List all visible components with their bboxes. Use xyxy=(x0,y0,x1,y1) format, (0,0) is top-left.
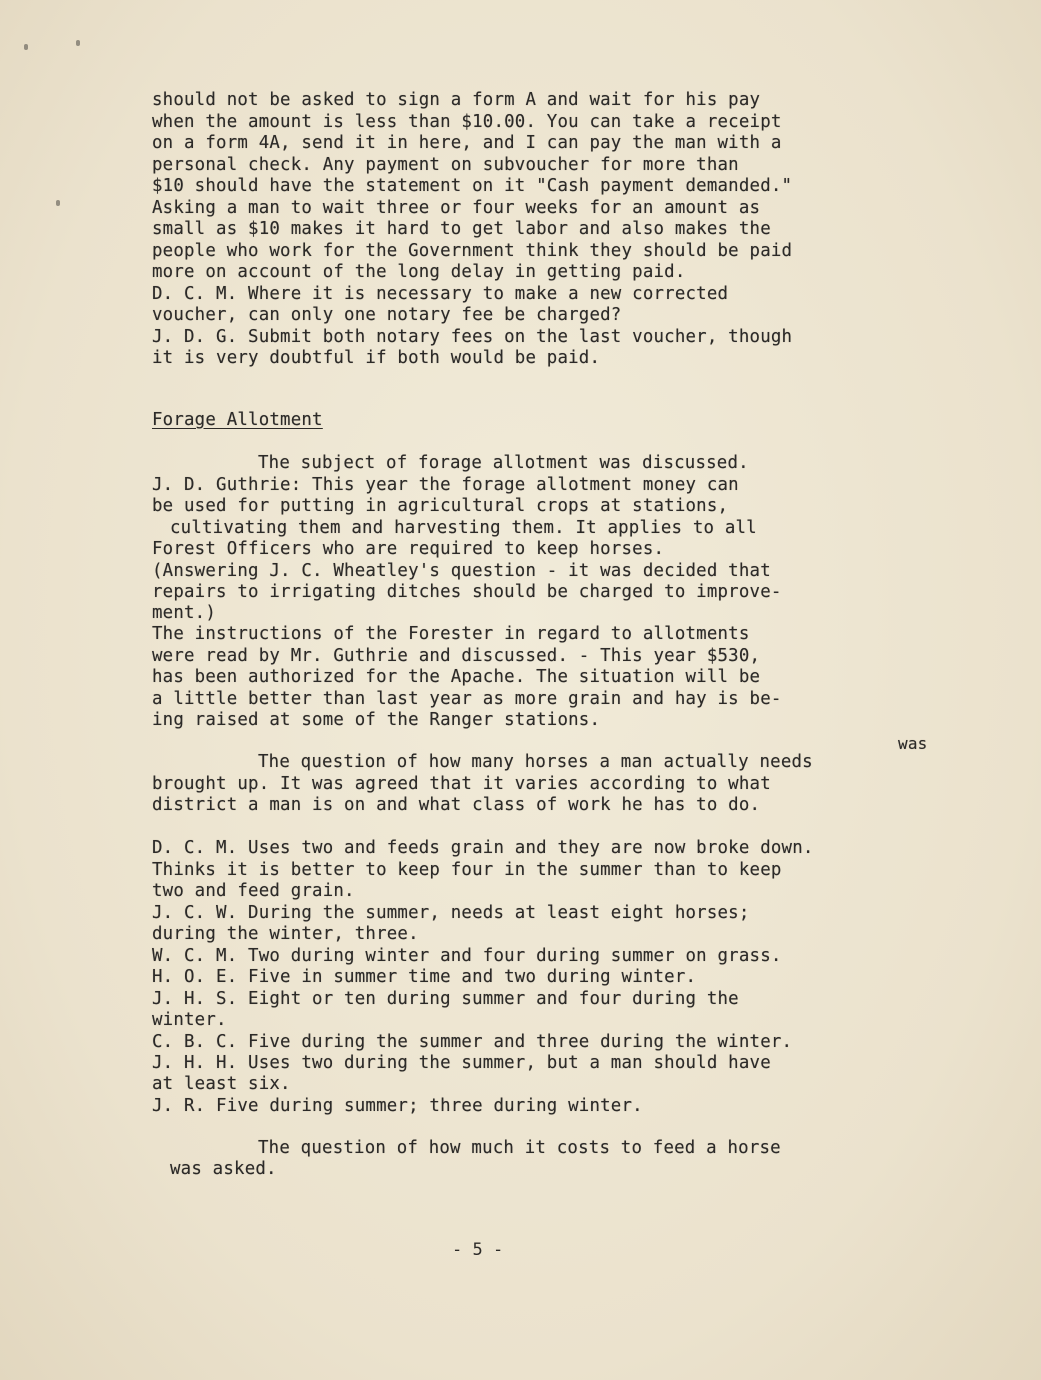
text-line: personal check. Any payment on subvoucher for more than xyxy=(152,155,739,175)
text-line: repairs to irrigating ditches should be charged to improve- xyxy=(152,582,782,602)
text-line: a little better than last year as more grain and hay is be- xyxy=(152,689,782,709)
text-line: Forest Officers who are required to keep horses. xyxy=(152,539,665,559)
text-line: D. C. M. Where it is necessary to make a new corrected xyxy=(152,284,729,304)
text-line: district a man is on and what class of work he has to do. xyxy=(152,795,761,815)
text-line: has been authorized for the Apache. The situation will be xyxy=(152,667,761,687)
text-line: winter. xyxy=(152,1010,227,1030)
text-line: ment.) xyxy=(152,603,217,623)
section-heading: Forage Allotment xyxy=(152,410,323,430)
text-line: The instructions of the Forester in regard to allotments xyxy=(152,624,750,644)
text-line: $10 should have the statement on it "Cash payment demanded." xyxy=(152,176,793,196)
text-line: cultivating them and harvesting them. It applies to all xyxy=(170,518,757,538)
text-line: be used for putting in agricultural crops at stations, xyxy=(152,496,729,516)
paper-speck xyxy=(56,200,60,206)
text-line: brought up. It was agreed that it varies according to what xyxy=(152,774,771,794)
text-line: D. C. M. Uses two and feeds grain and they are now broke down. xyxy=(152,838,814,858)
text-line: H. O. E. Five in summer time and two during winter. xyxy=(152,967,697,987)
text-line: C. B. C. Five during the summer and three during the winter. xyxy=(152,1032,793,1052)
text-line: J. C. W. During the summer, needs at least eight horses; xyxy=(152,903,750,923)
text-line: W. C. M. Two during winter and four during summer on grass. xyxy=(152,946,782,966)
text-line: Asking a man to wait three or four weeks for an amount as xyxy=(152,198,761,218)
text-line: J. H. H. Uses two during the summer, but a man should have xyxy=(152,1053,771,1073)
text-line: ing raised at some of the Ranger stations. xyxy=(152,710,601,730)
text-line: Thinks it is better to keep four in the summer than to keep xyxy=(152,860,782,880)
page-number: - 5 - xyxy=(452,1240,504,1260)
text-line: people who work for the Government think they should be paid xyxy=(152,241,793,261)
text-line: more on account of the long delay in getting paid. xyxy=(152,262,686,282)
text-line: J. D. Guthrie: This year the forage allotment money can xyxy=(152,475,739,495)
text-line: J. H. S. Eight or ten during summer and four during the xyxy=(152,989,739,1009)
text-line: should not be asked to sign a form A and wait for his pay xyxy=(152,90,761,110)
text-line: The subject of forage allotment was discussed. xyxy=(258,453,749,473)
text-line: voucher, can only one notary fee be charged? xyxy=(152,305,622,325)
text-line: on a form 4A, send it in here, and I can pay the man with a xyxy=(152,133,782,153)
text-line: small as $10 makes it hard to get labor and also makes the xyxy=(152,219,771,239)
paper-speck xyxy=(76,40,80,46)
text-line: was asked. xyxy=(170,1159,277,1179)
text-line: at least six. xyxy=(152,1074,291,1094)
insertion-text: was xyxy=(898,734,928,753)
text-line: (Answering J. C. Wheatley's question - it was decided that xyxy=(152,561,771,581)
text-line: J. R. Five during summer; three during winter. xyxy=(152,1096,643,1116)
paper-speck xyxy=(24,44,28,50)
text-line: when the amount is less than $10.00. You can take a receipt xyxy=(152,112,782,132)
text-line: The question of how much it costs to feed a horse xyxy=(258,1138,781,1158)
text-line: during the winter, three. xyxy=(152,924,419,944)
text-line: The question of how many horses a man actually needs xyxy=(258,752,813,772)
text-line: it is very doubtful if both would be paid. xyxy=(152,348,601,368)
text-line: J. D. G. Submit both notary fees on the last voucher, though xyxy=(152,327,793,347)
text-line: were read by Mr. Guthrie and discussed. - This year $530, xyxy=(152,646,761,666)
text-line: two and feed grain. xyxy=(152,881,355,901)
